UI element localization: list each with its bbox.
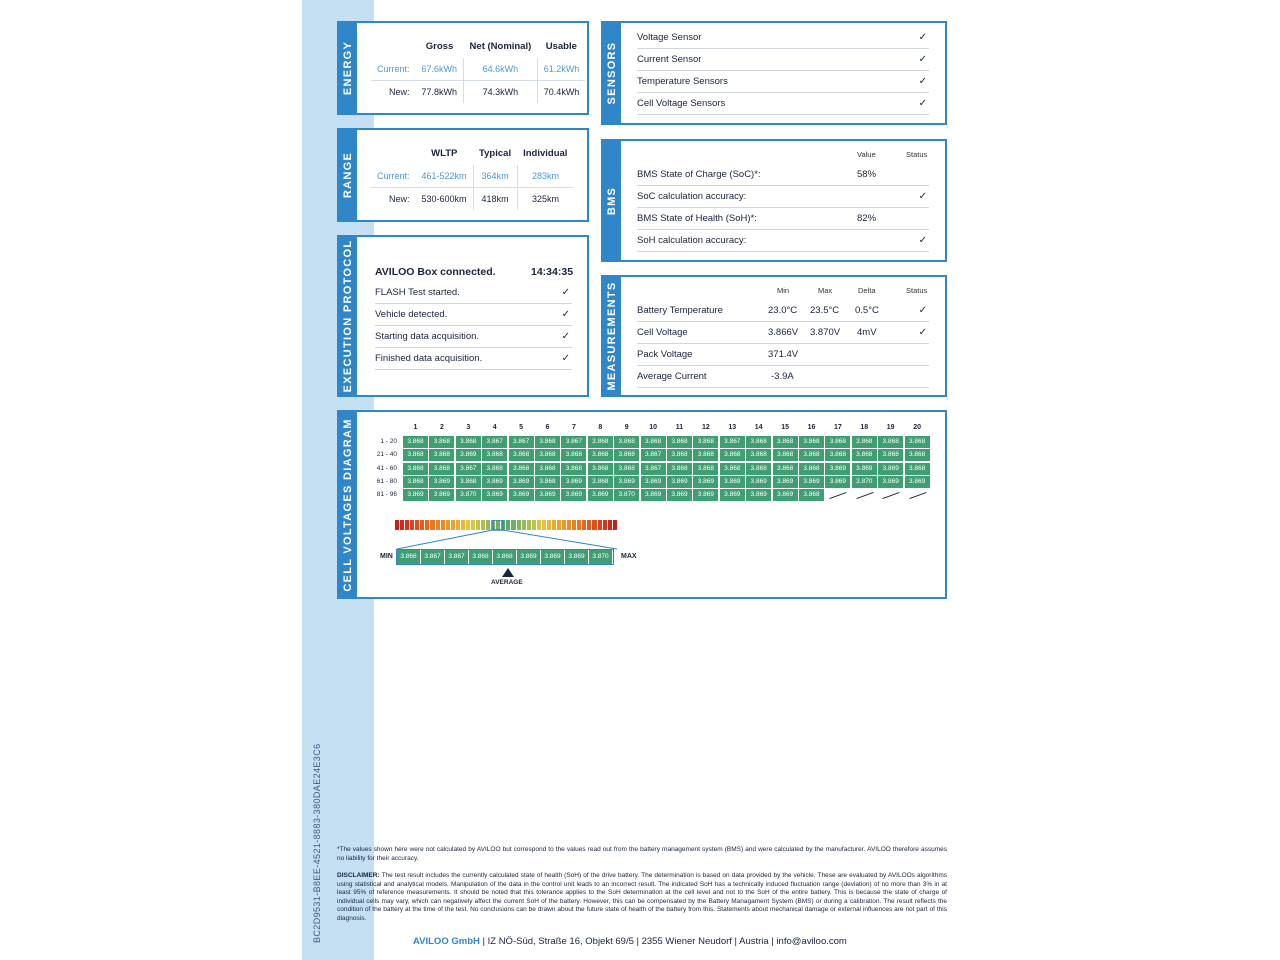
cell-voltage: 3.869 [773, 489, 798, 501]
bms-row-label: BMS State of Health (SoH)*: [637, 213, 757, 224]
cell-row-label: 21 - 40 [376, 451, 397, 459]
cell-voltage: 3.868 [614, 463, 639, 475]
step-label: Vehicle detected. [375, 309, 448, 320]
bms-header-value: Value [857, 150, 876, 159]
cell-voltage: 3.868 [693, 449, 718, 461]
cell-voltage: 3.868 [720, 463, 745, 475]
cell-voltage: 3.869 [746, 489, 771, 501]
sensor-row [637, 93, 929, 115]
document-id: BC2D9531-B8EE-4521-8883-380DAE24E3C6 [312, 743, 322, 943]
scale-value: 3.869 [565, 550, 589, 564]
range-current-individual: 283km [517, 165, 573, 188]
sensor-row [637, 71, 929, 93]
measurement-row [637, 322, 929, 344]
range-col-wltp: WLTP [431, 148, 458, 159]
meas-min: 3.866V [768, 327, 799, 338]
empty-cell-slash [830, 492, 847, 499]
cell-voltage: 3.868 [905, 436, 930, 448]
sensor-row [637, 27, 929, 49]
energy-col-net: Net (Nominal) [469, 41, 532, 52]
range-table [371, 148, 573, 210]
energy-table [371, 41, 585, 103]
execution-step [375, 348, 572, 370]
execution-steps [375, 282, 572, 370]
check-icon: ✓ [561, 353, 570, 364]
cell-voltage: 3.869 [535, 489, 560, 501]
step-label: Starting data acquisition. [375, 331, 480, 342]
cell-voltage: 3.868 [667, 436, 692, 448]
cell-voltage: 3.867 [482, 436, 507, 448]
cell-voltage: 3.869 [746, 476, 771, 488]
cell-column-number: 15 [781, 424, 789, 431]
cell-column-number: 7 [571, 424, 576, 431]
cell-voltage: 3.869 [825, 476, 850, 488]
range-new-individual: 325km [531, 194, 559, 204]
cell-voltage: 3.868 [773, 436, 798, 448]
scale-max-label: MAX [621, 553, 637, 560]
zoom-line-right [503, 530, 617, 549]
cell-voltage: 3.868 [588, 449, 613, 461]
cell-voltage: 3.869 [509, 476, 534, 488]
cell-column-number: 9 [624, 424, 629, 431]
cell-row-label: 1 - 20 [380, 438, 397, 445]
cell-voltage: 3.868 [825, 436, 850, 448]
cell-voltage: 3.869 [429, 476, 454, 488]
cell-column-number: 14 [754, 424, 763, 431]
check-icon: ✓ [918, 191, 927, 202]
cell-voltage: 3.869 [799, 476, 824, 488]
cell-voltage: 3.868 [456, 436, 481, 448]
check-icon: ✓ [918, 98, 927, 109]
cell-voltage: 3.869 [403, 489, 428, 501]
cell-voltage: 3.868 [509, 449, 534, 461]
execution-title: EXECUTION PROTOCOL [342, 239, 354, 393]
cell-voltage: 3.868 [403, 436, 428, 448]
range-current-typical: 364km [473, 165, 517, 188]
cell-voltage: 3.867 [456, 463, 481, 475]
energy-tab [339, 23, 357, 113]
company-name: AVILOO GmbH [413, 936, 480, 947]
meas-max: 3.870V [810, 327, 841, 338]
execution-status: AVILOO Box connected. [375, 266, 496, 278]
cell-voltage: 3.868 [746, 463, 771, 475]
scale-value: 3.870 [589, 550, 613, 564]
bms-row [637, 230, 929, 252]
bms-row-label: SoH calculation accuracy: [637, 235, 747, 246]
meas-header-min: Min [777, 286, 790, 295]
sensors-list [637, 27, 929, 115]
energy-new-gross: 77.8kWh [416, 81, 464, 104]
cell-voltage: 3.868 [403, 449, 428, 461]
cell-column-number: 19 [886, 424, 895, 431]
cell-voltage: 3.868 [403, 476, 428, 488]
check-icon: ✓ [918, 54, 927, 65]
energy-new-net: 74.3kWh [464, 81, 538, 104]
range-current-label: Current: [371, 165, 416, 188]
cell-voltage: 3.868 [799, 436, 824, 448]
cell-voltages-panel [337, 410, 947, 599]
cell-voltage: 3.868 [535, 449, 560, 461]
range-col-typical: Typical [479, 148, 512, 159]
measurements-panel [601, 275, 947, 397]
bms-panel [601, 139, 947, 262]
cell-voltage: 3.868 [482, 463, 507, 475]
bms-title: BMS [606, 186, 618, 215]
meas-delta: 4mV [857, 327, 877, 338]
cell-voltage: 3.870 [614, 489, 639, 501]
cell-voltage: 3.868 [905, 463, 930, 475]
cell-voltage: 3.868 [773, 449, 798, 461]
cell-voltage: 3.868 [535, 463, 560, 475]
cell-voltage: 3.868 [799, 489, 824, 501]
bms-row-value: 58% [857, 169, 877, 180]
cell-voltage: 3.869 [641, 476, 666, 488]
sensors-title: SENSORS [606, 41, 618, 105]
execution-panel [337, 235, 589, 397]
zoom-marker [493, 520, 503, 530]
meas-header-delta: Delta [858, 286, 876, 295]
range-new-label: New: [389, 194, 410, 204]
range-new-wltp: 530-600km [416, 188, 474, 211]
cell-grid [367, 424, 937, 514]
cell-column-number: 3 [466, 424, 471, 431]
cell-row-label: 81 - 96 [376, 491, 397, 499]
range-current-wltp: 461-522km [416, 165, 474, 188]
measurement-row [637, 366, 929, 388]
cell-voltage: 3.868 [641, 436, 666, 448]
energy-current-usable: 61.2kWh [537, 58, 585, 81]
empty-cell-slash [909, 492, 926, 499]
sensor-label: Cell Voltage Sensors [637, 98, 726, 109]
cell-column-number: 16 [807, 424, 816, 431]
scale-value: 3.868 [493, 550, 517, 564]
company-address-text: | IZ NÖ-Süd, Straße 16, Objekt 69/5 | 2355 Wiener Neudorf | Austria | info@aviloo.com [479, 936, 847, 947]
scale-value: 3.867 [445, 550, 469, 564]
scale-value: 3.869 [541, 550, 565, 564]
check-icon: ✓ [918, 327, 927, 338]
cell-column-number: 17 [833, 424, 842, 431]
cell-voltage: 3.868 [588, 463, 613, 475]
execution-step [375, 282, 572, 304]
cell-voltage: 3.868 [535, 476, 560, 488]
scale-value: 3.869 [517, 550, 541, 564]
meas-label: Average Current [637, 371, 707, 382]
cell-voltage: 3.869 [429, 489, 454, 501]
scale-value: 3.866 [397, 550, 421, 564]
cell-voltage: 3.868 [773, 463, 798, 475]
cell-voltage: 3.868 [693, 463, 718, 475]
bms-list [637, 150, 929, 252]
cell-voltage: 3.868 [799, 449, 824, 461]
cell-voltage: 3.869 [509, 489, 534, 501]
cell-voltage: 3.867 [641, 463, 666, 475]
check-icon: ✓ [561, 287, 570, 298]
cell-voltage: 3.869 [878, 476, 903, 488]
cell-voltage: 3.868 [456, 476, 481, 488]
measurements-list [637, 286, 929, 388]
meas-header-max: Max [818, 286, 833, 295]
cell-row-label: 41 - 60 [376, 464, 397, 472]
cell-column-number: 20 [913, 424, 921, 431]
cell-voltage: 3.868 [852, 436, 877, 448]
range-tab [339, 130, 357, 220]
cell-column-number: 13 [728, 424, 737, 431]
cell-voltage: 3.868 [429, 449, 454, 461]
cell-voltage: 3.868 [667, 449, 692, 461]
range-col-individual: Individual [523, 148, 568, 159]
cell-voltage: 3.870 [456, 489, 481, 501]
cell-voltage: 3.868 [878, 436, 903, 448]
meas-label: Battery Temperature [637, 305, 723, 316]
empty-cell-slash [856, 492, 873, 499]
cell-voltage: 3.867 [561, 436, 586, 448]
cell-column-number: 11 [675, 424, 684, 431]
company-address [413, 936, 847, 947]
cell-column-number: 8 [598, 424, 603, 431]
disclaimer-label: DISCLAIMER: [337, 872, 380, 879]
energy-new-label: New: [389, 87, 410, 97]
cell-voltage: 3.869 [667, 476, 692, 488]
bms-header [637, 150, 929, 164]
cell-column-number: 18 [860, 424, 869, 431]
cell-row-label: 61 - 80 [376, 477, 397, 485]
cell-voltage: 3.869 [667, 489, 692, 501]
scale-value: 3.868 [469, 550, 493, 564]
energy-current-net: 64.6kWh [464, 58, 538, 81]
cell-voltage: 3.869 [561, 476, 586, 488]
cell-voltage: 3.868 [614, 436, 639, 448]
cell-voltage: 3.870 [852, 476, 877, 488]
check-icon: ✓ [918, 235, 927, 246]
cell-column-number: 12 [701, 424, 710, 431]
bms-row-value: 82% [857, 213, 877, 224]
cell-voltage: 3.868 [667, 463, 692, 475]
cell-column-number: 2 [439, 424, 444, 431]
sensors-tab [603, 23, 621, 123]
energy-title: ENERGY [342, 40, 354, 96]
cell-voltage: 3.868 [878, 449, 903, 461]
bms-row-label: SoC calculation accuracy: [637, 191, 747, 202]
cell-voltage: 3.869 [614, 476, 639, 488]
execution-step [375, 304, 572, 326]
cell-voltage: 3.868 [614, 449, 639, 461]
bms-header-status: Status [906, 150, 928, 159]
cell-voltage: 3.868 [588, 436, 613, 448]
range-title: RANGE [342, 151, 354, 199]
bms-row [637, 164, 929, 186]
zoom-line-left [397, 530, 493, 549]
energy-col-gross: Gross [425, 41, 454, 52]
bms-row-label: BMS State of Charge (SoC)*: [637, 169, 761, 180]
measurement-row [637, 344, 929, 366]
cell-voltage: 3.868 [588, 476, 613, 488]
check-icon: ✓ [918, 305, 927, 316]
cell-voltage: 3.869 [720, 476, 745, 488]
measurements-tab [603, 277, 621, 395]
disclaimer [337, 872, 947, 924]
cell-voltage: 3.868 [535, 436, 560, 448]
cell-voltage: 3.868 [561, 463, 586, 475]
cell-voltage: 3.869 [693, 489, 718, 501]
cell-voltage: 3.868 [509, 463, 534, 475]
execution-step [375, 326, 572, 348]
cell-voltage: 3.869 [878, 463, 903, 475]
cell-voltage: 3.869 [456, 449, 481, 461]
footnote: *The values shown here were not calculated by AVILOO but correspond to the values read out from the battery management system (BMS) and were calculated by the manufacturer. AVILOO therefore assumes no liability for their accuracy. [337, 846, 947, 862]
cell-column-number: 6 [545, 424, 550, 431]
bms-row [637, 186, 929, 208]
cell-voltage: 3.868 [482, 449, 507, 461]
sensor-label: Current Sensor [637, 54, 702, 65]
sensor-label: Voltage Sensor [637, 32, 702, 43]
cell-voltage: 3.867 [720, 436, 745, 448]
measurement-row [637, 300, 929, 322]
cell-voltage: 3.869 [720, 489, 745, 501]
check-icon: ✓ [561, 331, 570, 342]
cell-column-number: 10 [649, 424, 657, 431]
cell-voltage: 3.868 [746, 449, 771, 461]
cell-voltage: 3.869 [773, 476, 798, 488]
cell-column-number: 4 [492, 424, 497, 431]
meas-label: Pack Voltage [637, 349, 693, 360]
voltage-scale [396, 549, 614, 565]
cell-voltage: 3.869 [482, 489, 507, 501]
cell-voltage: 3.868 [825, 449, 850, 461]
sensor-row [637, 49, 929, 71]
energy-panel [337, 21, 589, 115]
cell-voltage: 3.867 [509, 436, 534, 448]
cell-voltage: 3.868 [561, 449, 586, 461]
energy-current-label: Current: [371, 58, 416, 81]
meas-min: 23.0°C [768, 305, 798, 316]
disclaimer-text: The test result includes the currently calculated state of health (SoH) of the drive battery. The determination is based on data provided by the vehicle. These are evaluated by AVILOOs algorithms using statistical and analytical models. Manipulation of the data in the control unit leads to an incorrect result. The indicated SoH has a technically induced fluctuation range (deviation) of no more than 3% in at least 95% of reference measurements. It should be noted that this tolerance applies to the SoH determination at the cell level and not to the SoH of the entire battery. This is because the state of charge of individual cells may vary, which can negatively affect the current SoH of the battery. However, this can be compensated by the Battery Managament System (BMS) or during a calibration. The result reflects the condition of the battery at the time of the test. No conclusions can be drawn about the future state of health of the battery from this. Statements about mechanical damage or external influences are not part of this diagnosis. [337, 872, 947, 922]
cell-voltage: 3.869 [693, 476, 718, 488]
cell-voltage: 3.869 [825, 463, 850, 475]
scale-min-label: MIN [380, 553, 393, 560]
meas-header-status: Status [906, 286, 928, 295]
bms-row [637, 208, 929, 230]
sensors-panel [601, 21, 947, 125]
average-marker-icon [502, 568, 514, 577]
cell-voltage: 3.868 [693, 436, 718, 448]
energy-col-usable: Usable [545, 41, 577, 52]
cell-voltages-title: CELL VOLTAGES DIAGRAM [342, 417, 354, 592]
average-label: AVERAGE [491, 579, 523, 586]
step-label: FLASH Test started. [375, 287, 460, 298]
execution-time: 14:34:35 [531, 266, 574, 278]
step-label: Finished data acquisition. [375, 353, 483, 364]
cell-voltage: 3.869 [905, 476, 930, 488]
cell-voltage: 3.868 [852, 449, 877, 461]
cell-voltage: 3.868 [403, 463, 428, 475]
cell-column-number: 1 [413, 424, 418, 431]
cell-column-number: 5 [519, 424, 524, 431]
execution-tab [339, 237, 357, 395]
check-icon: ✓ [918, 76, 927, 87]
meas-min: 371.4V [768, 349, 799, 360]
sensor-label: Temperature Sensors [637, 76, 728, 87]
meas-label: Cell Voltage [637, 327, 688, 338]
cell-voltage: 3.868 [905, 449, 930, 461]
cell-voltage: 3.868 [429, 436, 454, 448]
cell-voltage: 3.869 [641, 489, 666, 501]
meas-max: 23.5°C [810, 305, 840, 316]
measurements-title: MEASUREMENTS [606, 281, 618, 391]
scale-value: 3.867 [421, 550, 445, 564]
range-panel [337, 128, 589, 222]
cell-voltage: 3.868 [746, 436, 771, 448]
cell-voltage: 3.869 [588, 489, 613, 501]
cell-voltage: 3.868 [799, 463, 824, 475]
energy-current-gross: 67.6kWh [416, 58, 464, 81]
check-icon: ✓ [918, 32, 927, 43]
cell-voltage: 3.869 [852, 463, 877, 475]
report-page [302, 0, 966, 960]
meas-delta: 0.5°C [855, 305, 879, 316]
meas-min: -3.9A [771, 371, 794, 382]
cell-voltages-tab [339, 412, 357, 597]
cell-voltage: 3.868 [720, 449, 745, 461]
check-icon: ✓ [561, 309, 570, 320]
empty-cell-slash [883, 492, 900, 499]
bms-tab [603, 141, 621, 260]
cell-voltage: 3.867 [641, 449, 666, 461]
energy-new-usable: 70.4kWh [543, 87, 580, 97]
cell-voltage: 3.869 [561, 489, 586, 501]
measurements-header [637, 286, 929, 300]
cell-voltage: 3.868 [429, 463, 454, 475]
range-new-typical: 418km [473, 188, 517, 211]
cell-voltage: 3.869 [482, 476, 507, 488]
